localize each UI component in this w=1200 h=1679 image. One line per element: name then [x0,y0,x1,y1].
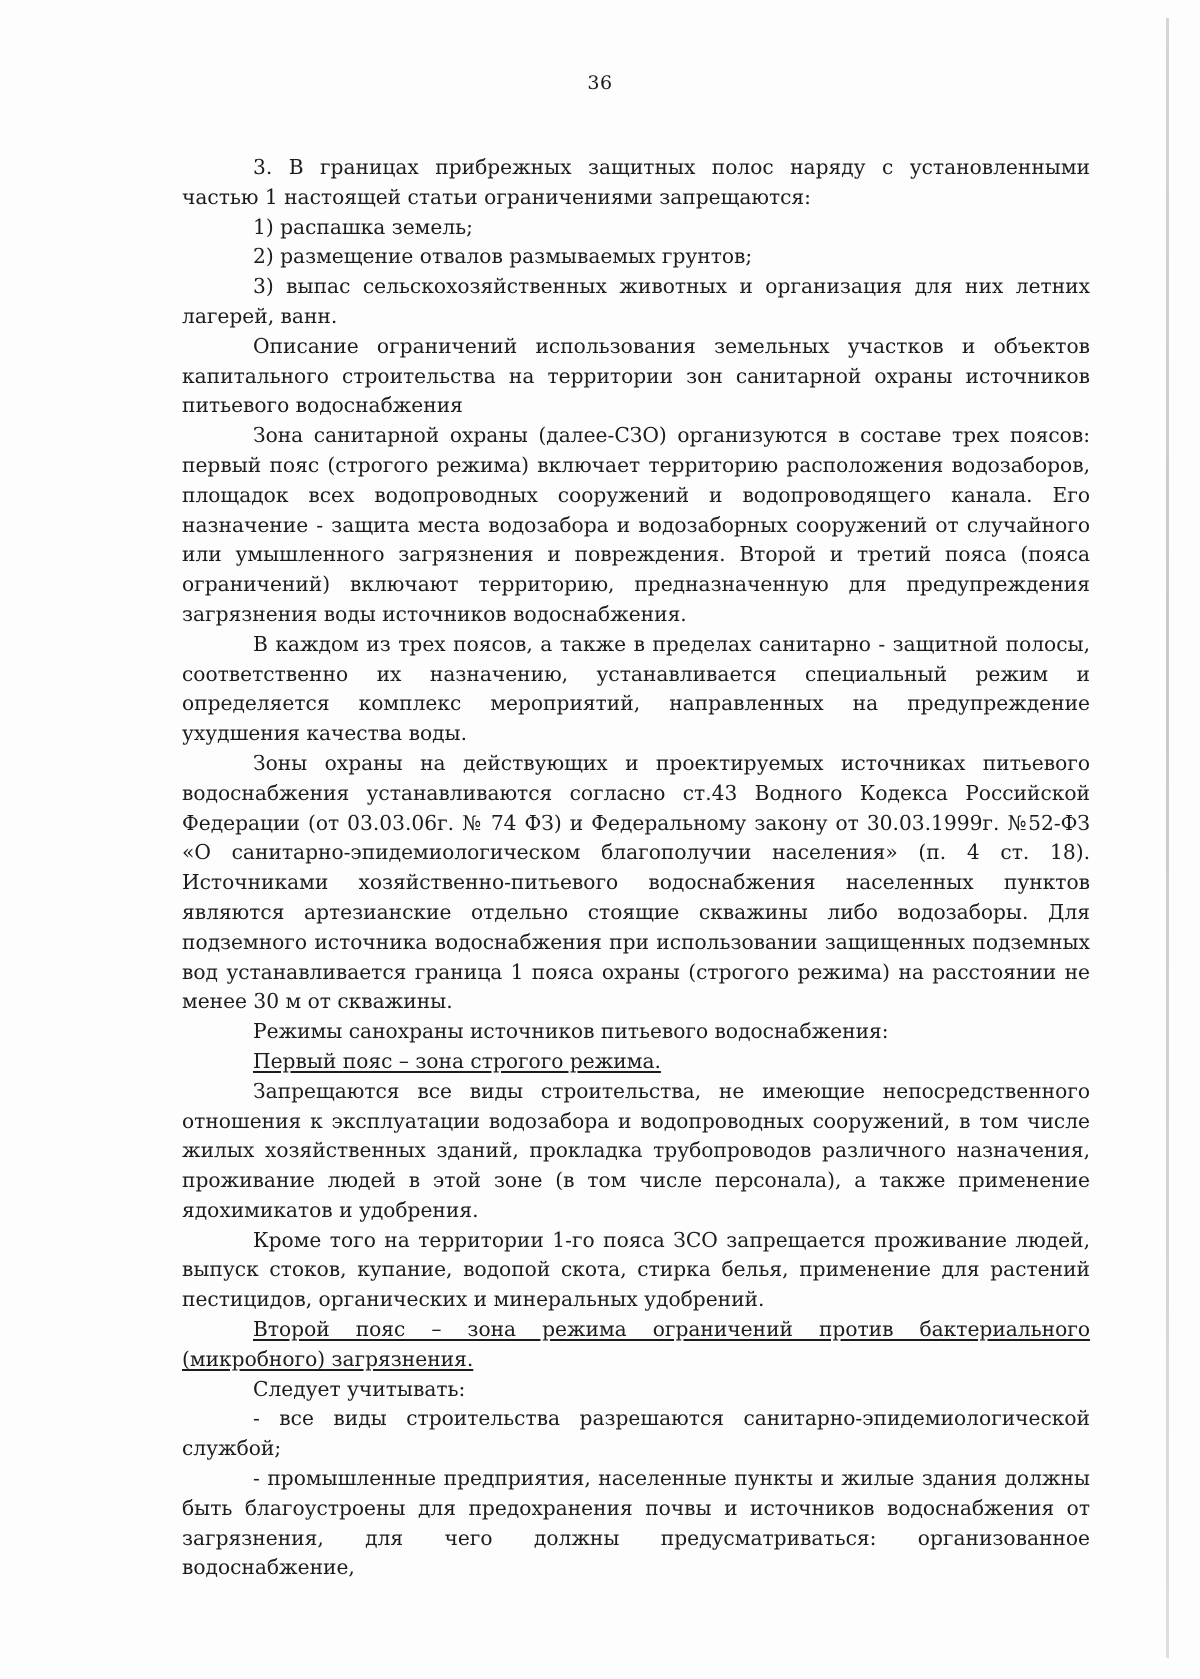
list-item: - промышленные предприятия, населенные пункты и жилые здания должны быть благоустроены для предохранения почвы и источников водоснабжения от загрязнения, для чего должны предусматриваться: организованное водоснабжение, [182,1466,1090,1580]
list-item: 2) размещение отвалов размываемых грунтов; [253,244,753,269]
subheading-second-zone: Второй пояс – зона режима ограничений против бактериального (микробного) загрязнения. [182,1317,1090,1371]
paragraph: Режимы санохраны источников питьевого водоснабжения: [253,1019,889,1044]
paragraph: Зона санитарной охраны (далее-СЗО) организуются в составе трех поясов: первый пояс (строгого режима) включает территорию расположения водозаборов, площадок всех водопроводных сооружений и водопроводящего канала. Его назначение - защита места водозабора и водозаборных сооружений от случайного или умышленного загрязнения и повреждения. Второй и третий пояса (пояса ограничений) включают территорию, предназначенную для предупреждения загрязнения воды источников водоснабжения. [182,423,1090,626]
paragraph: Запрещаются все виды строительства, не имеющие непосредственного отношения к эксплуатации водозабора и водопроводных сооружений, в том числе жилых хозяйственных зданий, прокладка трубопроводов различного назначения, проживание людей в этой зоне (в том числе персонала), а также применение ядохимикатов и удобрения. [182,1078,1090,1222]
paragraph: 3. В границах прибрежных защитных полос наряду с установленными частью 1 настоящей статьи ограничениями запрещаются: [182,155,1090,209]
section-heading: Описание ограничений использования земельных участков и объектов капитального строительства на территории зон санитарной охраны источников питьевого водоснабжения [182,333,1090,418]
list-item: 3) выпас сельскохозяйственных животных и организация для них летних лагерей, ванн. [182,274,1090,328]
list-item: - все виды строительства разрешаются санитарно-эпидемиологической службой; [182,1406,1090,1461]
paragraph: Следует учитывать: [253,1376,466,1401]
paragraph: Зоны охраны на действующих и проектируемых источниках питьевого водоснабжения устанавливаются согласно ст.43 Водного Кодекса Российской Федерации (от 03.03.06г. № 74 ФЗ) и Федеральному закону от 30.03.1999г. №52-ФЗ «О санитарно-эпидемиологическом благополучии населения» (п. 4 ст. 18). Источниками хозяйственно-питьевого водоснабжения населенных пунктов являются артезианские отдельно стоящие скважины либо водозаборы. Для подземного источника водоснабжения при использовании защищенных подземных вод устанавливается граница 1 пояса охраны (строгого режима) на расстоянии не менее 30 м от скважины. [182,750,1090,1014]
list-item: 1) распашка земель; [253,214,473,239]
scan-edge-line [1166,18,1169,1658]
paragraph: В каждом из трех поясов, а также в пределах санитарно - защитной полосы, соответственно их назначению, устанавливается специальный режим и определяется комплекс мероприятий, направленных на предупреждение ухудшения качества воды. [182,631,1090,746]
page-number: 36 [587,72,613,94]
document-body [182,153,1090,1583]
subheading-first-zone: Первый пояс – зона строгого режима. [253,1048,661,1073]
paragraph: Кроме того на территории 1-го пояса ЗСО запрещается проживание людей, выпуск стоков, купание, водопой скота, стирка белья, применение для растений пестицидов, органических и минеральных удобрений. [182,1227,1090,1312]
